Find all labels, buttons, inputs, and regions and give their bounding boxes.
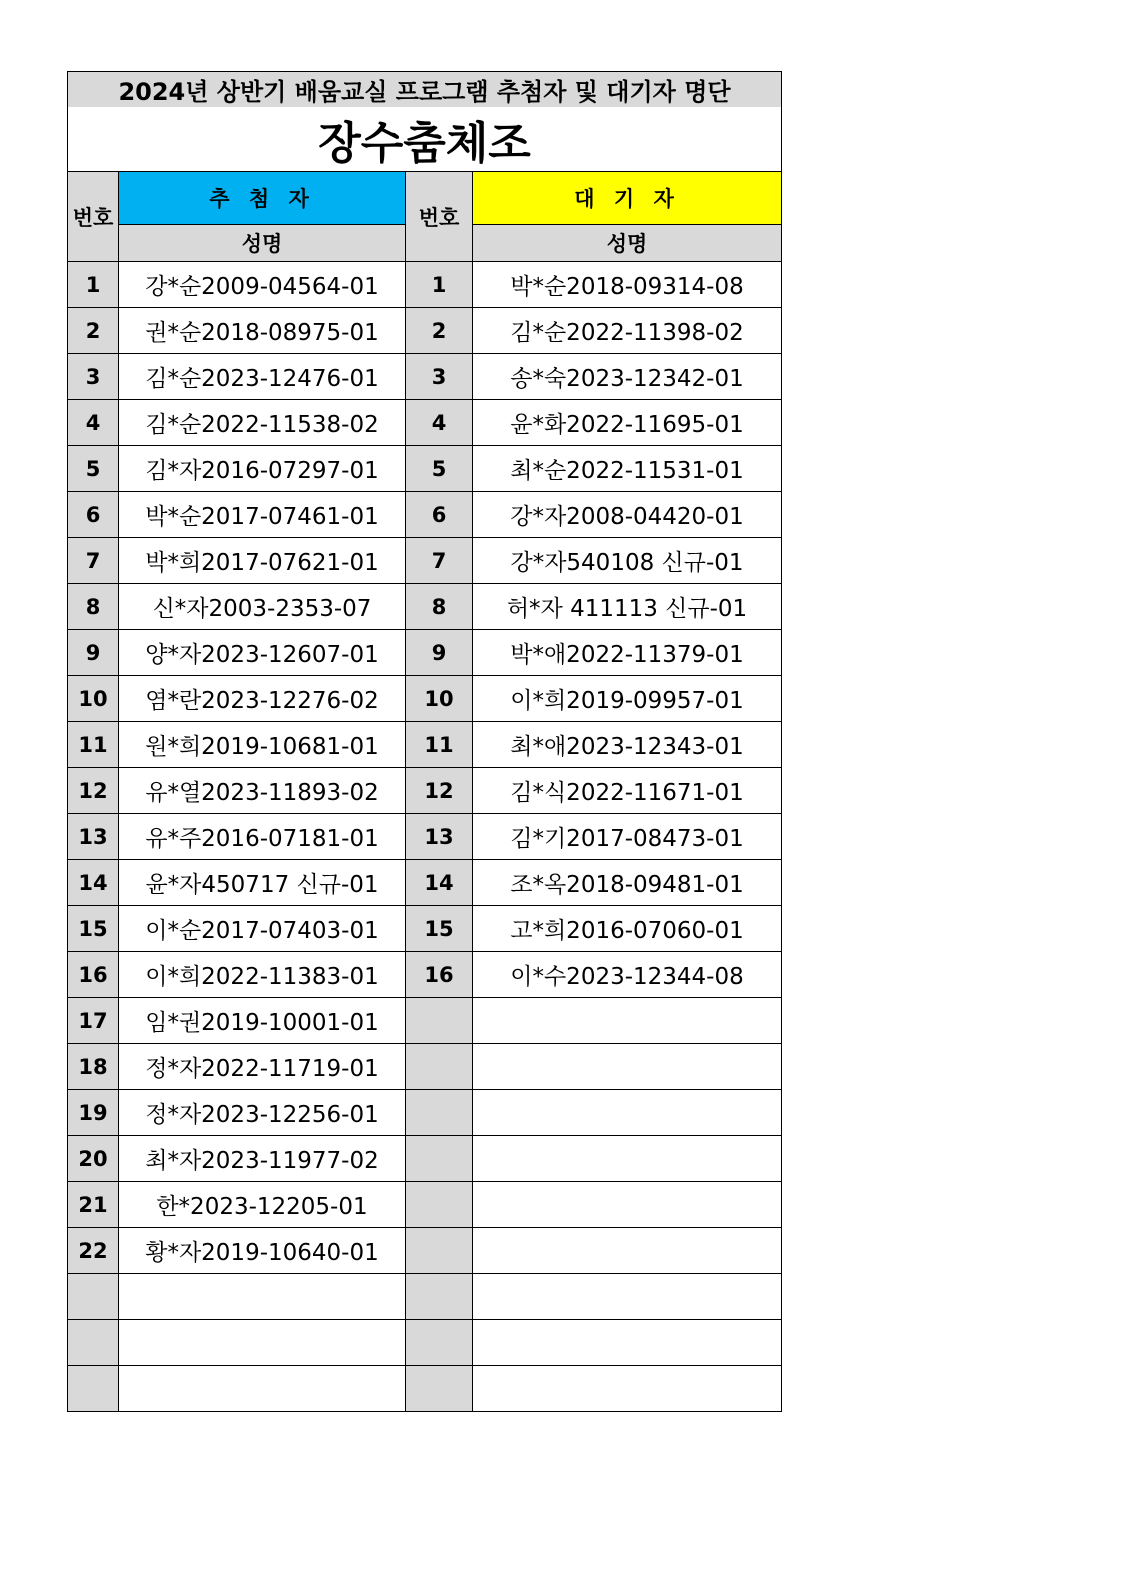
winner-number: 18 [68, 1044, 119, 1090]
waitlist-number: 6 [406, 492, 473, 538]
winner-name: 이*순2017-07403-01 [119, 906, 406, 952]
waitlist-number: 1 [406, 262, 473, 308]
waitlist-number [406, 1320, 473, 1366]
waitlist-name: 이*수2023-12344-08 [473, 952, 782, 998]
waitlist-number [406, 1136, 473, 1182]
winner-number [68, 1274, 119, 1320]
waitlist-name [473, 1320, 782, 1366]
winner-number: 14 [68, 860, 119, 906]
winner-number: 5 [68, 446, 119, 492]
winner-name: 박*순2017-07461-01 [119, 492, 406, 538]
table-row [68, 1320, 782, 1366]
winner-name [119, 1274, 406, 1320]
waitlist-name [473, 1090, 782, 1136]
waitlist-number [406, 998, 473, 1044]
table-row [68, 262, 782, 308]
winner-name: 염*란2023-12276-02 [119, 676, 406, 722]
table-row [68, 1228, 782, 1274]
table-row [68, 676, 782, 722]
winner-number: 16 [68, 952, 119, 998]
winner-number: 13 [68, 814, 119, 860]
waitlist-number: 2 [406, 308, 473, 354]
waitlist-number [406, 1228, 473, 1274]
winner-name: 황*자2019-10640-01 [119, 1228, 406, 1274]
table-row [68, 952, 782, 998]
roster-sheet [67, 71, 781, 1412]
table-row [68, 630, 782, 676]
waitlist-header: 대 기 자 [473, 172, 782, 225]
winner-number: 12 [68, 768, 119, 814]
waitlist-number: 14 [406, 860, 473, 906]
waitlist-name: 강*자2008-04420-01 [473, 492, 782, 538]
waitlist-name [473, 1274, 782, 1320]
table-row [68, 814, 782, 860]
winner-number: 8 [68, 584, 119, 630]
waitlist-name: 조*옥2018-09481-01 [473, 860, 782, 906]
waitlist-number [406, 1090, 473, 1136]
waitlist-name: 최*애2023-12343-01 [473, 722, 782, 768]
table-row [68, 722, 782, 768]
table-row [68, 400, 782, 446]
winner-name: 이*희2022-11383-01 [119, 952, 406, 998]
winner-number: 21 [68, 1182, 119, 1228]
winner-name: 박*희2017-07621-01 [119, 538, 406, 584]
table-row [68, 584, 782, 630]
winner-name: 정*자2022-11719-01 [119, 1044, 406, 1090]
winner-name: 양*자2023-12607-01 [119, 630, 406, 676]
waitlist-number: 10 [406, 676, 473, 722]
winner-number: 2 [68, 308, 119, 354]
winners-header: 추 첨 자 [119, 172, 406, 225]
winner-number: 9 [68, 630, 119, 676]
waitlist-name: 김*기2017-08473-01 [473, 814, 782, 860]
winner-number: 10 [68, 676, 119, 722]
winner-number [68, 1320, 119, 1366]
waitlist-number [406, 1182, 473, 1228]
waitlist-name: 김*식2022-11671-01 [473, 768, 782, 814]
waitlist-name: 고*희2016-07060-01 [473, 906, 782, 952]
table-row [68, 1366, 782, 1412]
winner-name: 정*자2023-12256-01 [119, 1090, 406, 1136]
waitlist-number: 7 [406, 538, 473, 584]
winner-number: 22 [68, 1228, 119, 1274]
table-row [68, 860, 782, 906]
winner-name: 최*자2023-11977-02 [119, 1136, 406, 1182]
winner-name: 한*2023-12205-01 [119, 1182, 406, 1228]
waitlist-name: 박*순2018-09314-08 [473, 262, 782, 308]
waitlist-name: 강*자540108 신규-01 [473, 538, 782, 584]
waitlist-number [406, 1366, 473, 1412]
waitlist-name: 김*순2022-11398-02 [473, 308, 782, 354]
program-title: 장수춤체조 [68, 107, 782, 172]
waitlist-number: 16 [406, 952, 473, 998]
waitlist-name: 이*희2019-09957-01 [473, 676, 782, 722]
winner-number [68, 1366, 119, 1412]
winner-number: 15 [68, 906, 119, 952]
table-row [68, 1182, 782, 1228]
table-row [68, 492, 782, 538]
winner-name: 권*순2018-08975-01 [119, 308, 406, 354]
winner-name [119, 1320, 406, 1366]
table-row [68, 906, 782, 952]
winner-name: 김*자2016-07297-01 [119, 446, 406, 492]
table-row [68, 538, 782, 584]
waitlist-name: 박*애2022-11379-01 [473, 630, 782, 676]
table-row [68, 998, 782, 1044]
table-row [68, 1044, 782, 1090]
winner-name: 김*순2022-11538-02 [119, 400, 406, 446]
winner-number: 1 [68, 262, 119, 308]
waitlist-name [473, 1136, 782, 1182]
winners-number-header: 번호 [68, 172, 119, 262]
waitlist-number: 8 [406, 584, 473, 630]
waitlist-name [473, 1044, 782, 1090]
waitlist-name: 윤*화2022-11695-01 [473, 400, 782, 446]
table-row [68, 308, 782, 354]
table-row [68, 446, 782, 492]
waitlist-number: 11 [406, 722, 473, 768]
document-title: 2024년 상반기 배움교실 프로그램 추첨자 및 대기자 명단 [68, 72, 782, 108]
waitlist-name: 허*자 411113 신규-01 [473, 584, 782, 630]
winner-name: 유*열2023-11893-02 [119, 768, 406, 814]
waitlist-number: 15 [406, 906, 473, 952]
waitlist-number: 9 [406, 630, 473, 676]
winner-number: 19 [68, 1090, 119, 1136]
waitlist-number-header: 번호 [406, 172, 473, 262]
waitlist-number: 5 [406, 446, 473, 492]
winner-name [119, 1366, 406, 1412]
winner-number: 3 [68, 354, 119, 400]
waitlist-number: 12 [406, 768, 473, 814]
winner-number: 11 [68, 722, 119, 768]
waitlist-name: 송*숙2023-12342-01 [473, 354, 782, 400]
waitlist-number: 3 [406, 354, 473, 400]
winner-number: 7 [68, 538, 119, 584]
waitlist-name [473, 998, 782, 1044]
waitlist-number [406, 1044, 473, 1090]
roster-table [67, 71, 782, 1412]
winner-name: 강*순2009-04564-01 [119, 262, 406, 308]
waitlist-name [473, 1182, 782, 1228]
winners-name-header: 성명 [119, 225, 406, 262]
waitlist-number: 4 [406, 400, 473, 446]
waitlist-name-header: 성명 [473, 225, 782, 262]
winner-name: 유*주2016-07181-01 [119, 814, 406, 860]
waitlist-name: 최*순2022-11531-01 [473, 446, 782, 492]
table-row [68, 768, 782, 814]
winner-number: 4 [68, 400, 119, 446]
winner-number: 17 [68, 998, 119, 1044]
winner-number: 20 [68, 1136, 119, 1182]
table-row [68, 354, 782, 400]
winner-name: 김*순2023-12476-01 [119, 354, 406, 400]
waitlist-name [473, 1366, 782, 1412]
table-row [68, 1136, 782, 1182]
table-row [68, 1274, 782, 1320]
table-row [68, 1090, 782, 1136]
winner-name: 윤*자450717 신규-01 [119, 860, 406, 906]
winner-name: 임*권2019-10001-01 [119, 998, 406, 1044]
waitlist-number: 13 [406, 814, 473, 860]
waitlist-number [406, 1274, 473, 1320]
winner-name: 신*자2003-2353-07 [119, 584, 406, 630]
waitlist-name [473, 1228, 782, 1274]
winner-name: 원*희2019-10681-01 [119, 722, 406, 768]
winner-number: 6 [68, 492, 119, 538]
